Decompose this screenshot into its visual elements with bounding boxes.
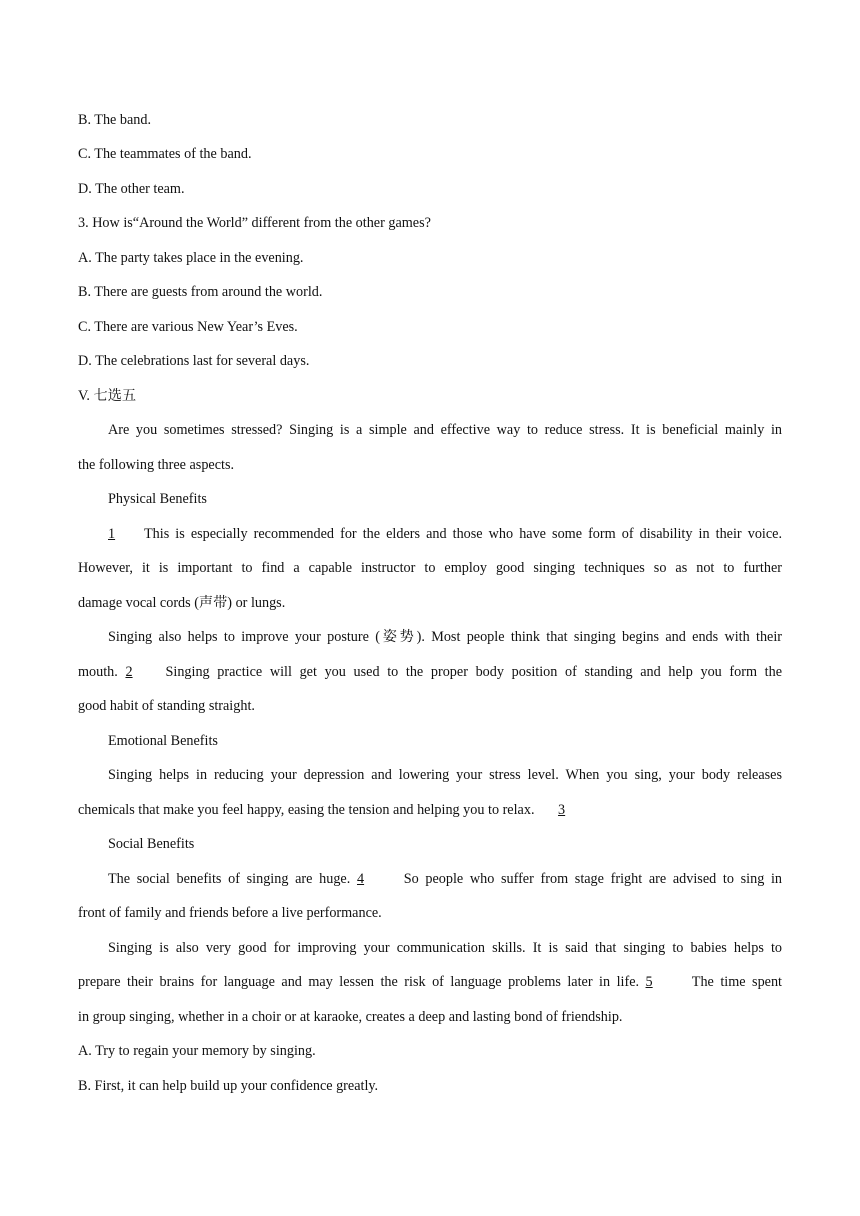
paragraph-2-line-3: good habit of standing straight. bbox=[78, 698, 255, 714]
blank-1[interactable]: 1 bbox=[108, 526, 116, 542]
paragraph-4-line-2: front of family and friends before a live performance. bbox=[78, 905, 382, 921]
blank-4[interactable]: 4 bbox=[356, 871, 365, 887]
intro-line-2: the following three aspects. bbox=[78, 457, 235, 473]
intro-line-1: Are you sometimes stressed? Singing is a simple and effective way to reduce stress. It is beneficial mainly in bbox=[108, 422, 782, 438]
paragraph-4-line-1 bbox=[108, 870, 782, 888]
paragraph-3-line-2 bbox=[78, 801, 582, 819]
paragraph-1-line-3: damage vocal cords (声带) or lungs. bbox=[78, 595, 286, 611]
heading-physical-benefits: Physical Benefits bbox=[108, 491, 207, 507]
paragraph-3-text: chemicals that make you feel happy, easing the tension and helping you to relax. bbox=[78, 802, 535, 818]
paragraph-1-text: This is especially recommended for the elders and those who have some form of disability in their voice. bbox=[144, 526, 782, 542]
paragraph-5-text-b: The time spent bbox=[691, 974, 783, 990]
question-3: 3. How is“Around the World” different from the other games? bbox=[78, 215, 431, 231]
paragraph-2-line-1: Singing also helps to improve your posture (姿势). Most people think that singing begins and ends with their bbox=[108, 629, 782, 645]
paragraph-3-line-1: Singing helps in reducing your depression and lowering your stress level. When you sing, your body releases bbox=[108, 767, 782, 783]
q3-option-a: A. The party takes place in the evening. bbox=[78, 250, 304, 266]
heading-social-benefits: Social Benefits bbox=[108, 836, 195, 852]
paragraph-2-line-2 bbox=[78, 663, 782, 681]
paragraph-5-line-1: Singing is also very good for improving your communication skills. It is said that singing to babies helps to bbox=[108, 940, 782, 956]
q2-option-c: C. The teammates of the band. bbox=[78, 146, 252, 162]
q3-option-b: B. There are guests from around the world. bbox=[78, 284, 323, 300]
paragraph-4-text-b: So people who suffer from stage fright are advised to sing in bbox=[403, 871, 783, 887]
blank-5[interactable]: 5 bbox=[645, 974, 653, 990]
paragraph-5-line-3: in group singing, whether in a choir or at karaoke, creates a deep and lasting bond of friendship. bbox=[78, 1009, 623, 1025]
paragraph-5-line-2 bbox=[78, 973, 782, 991]
q2-option-d: D. The other team. bbox=[78, 181, 185, 197]
blank-3[interactable]: 3 bbox=[558, 802, 566, 818]
answer-option-a: A. Try to regain your memory by singing. bbox=[78, 1043, 316, 1059]
paragraph-2-mouth: mouth. bbox=[78, 664, 118, 680]
paragraph-5-text-a: prepare their brains for language and may lessen the risk of language problems later in life. bbox=[78, 974, 640, 990]
paragraph-1-line-1 bbox=[108, 525, 782, 543]
q3-option-d: D. The celebrations last for several days. bbox=[78, 353, 310, 369]
blank-2[interactable]: 2 bbox=[125, 664, 133, 680]
q3-option-c: C. There are various New Year’s Eves. bbox=[78, 319, 298, 335]
paragraph-2-text: Singing practice will get you used to the proper body position of standing and help you form the bbox=[165, 664, 782, 680]
paragraph-1-line-2: However, it is important to find a capable instructor to employ good singing techniques so as not to further bbox=[78, 560, 782, 576]
section-v-heading: V. 七选五 bbox=[78, 388, 137, 404]
q2-option-b: B. The band. bbox=[78, 112, 152, 128]
answer-option-b: B. First, it can help build up your confidence greatly. bbox=[78, 1078, 379, 1094]
heading-emotional-benefits: Emotional Benefits bbox=[108, 733, 218, 749]
paragraph-4-text-a: The social benefits of singing are huge. bbox=[108, 871, 351, 887]
